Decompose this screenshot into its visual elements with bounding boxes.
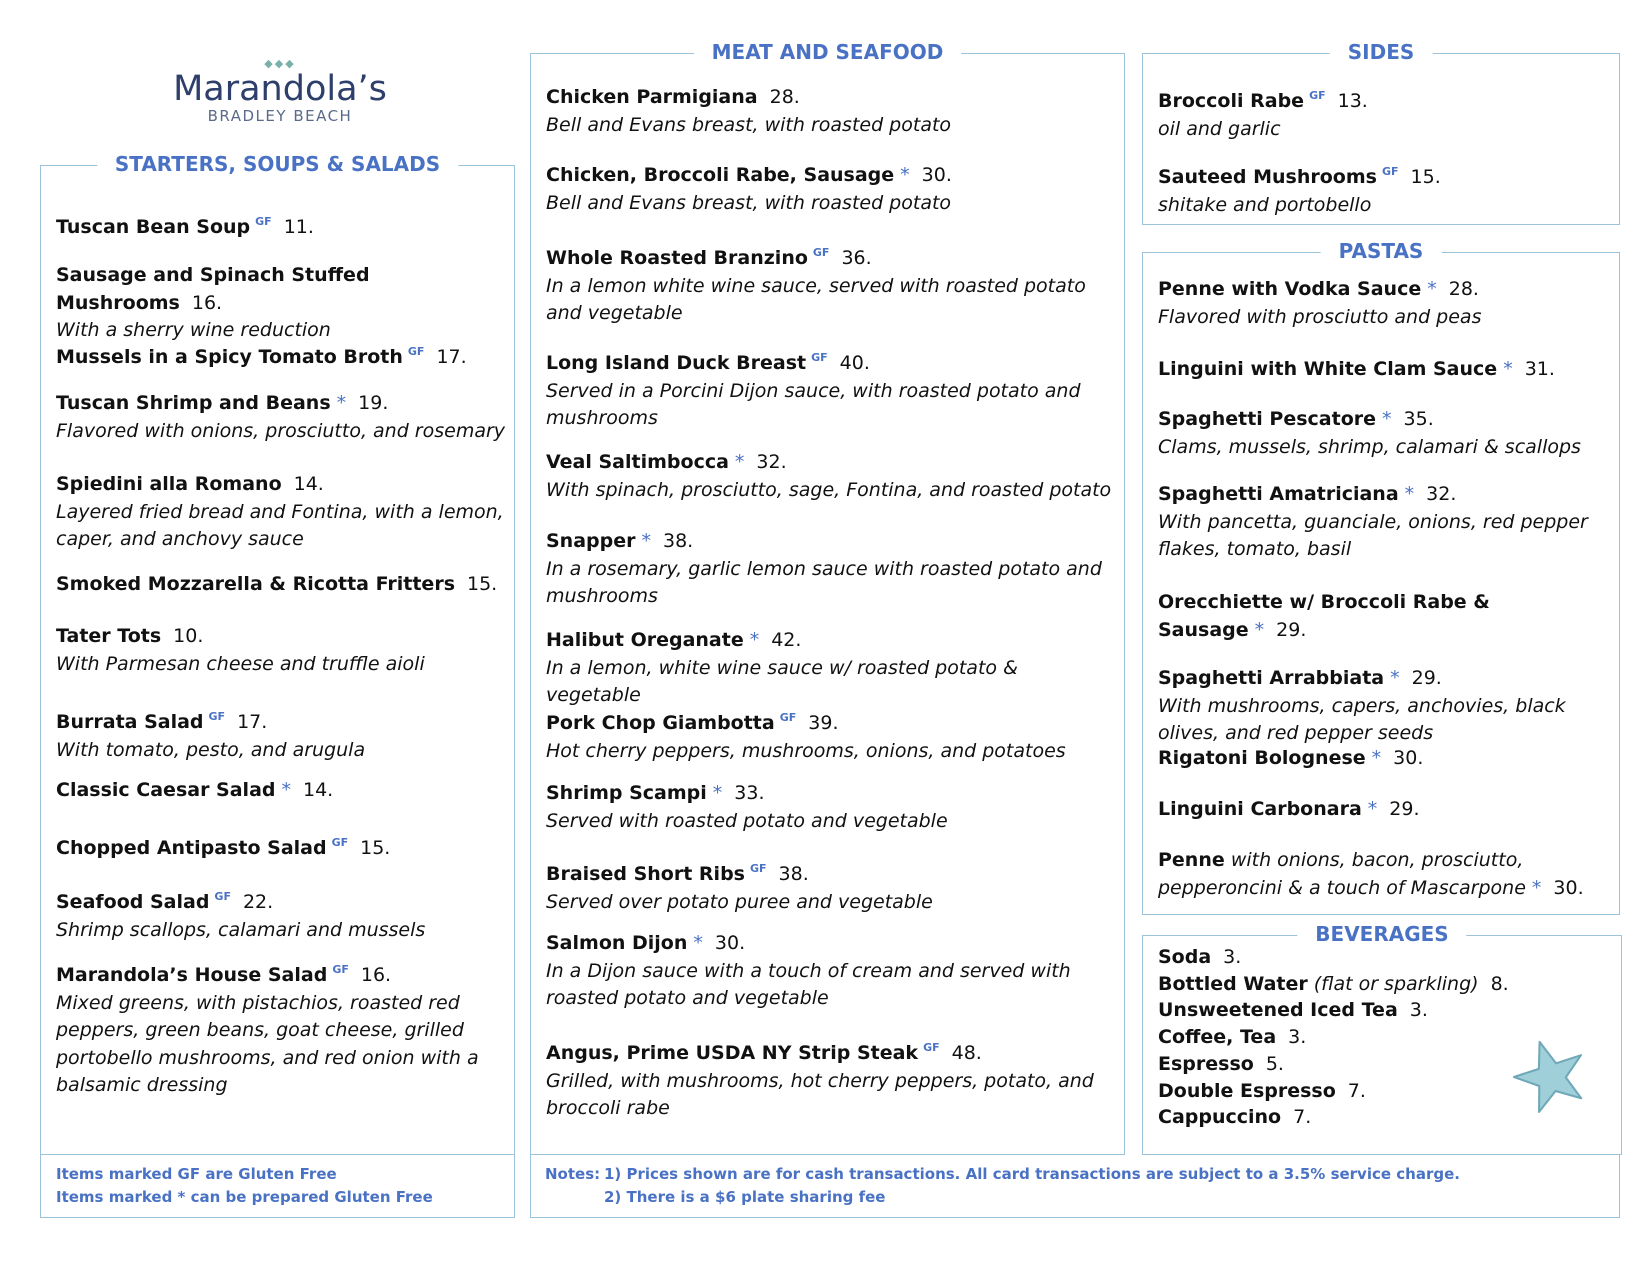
item-price: 32. [756,451,787,473]
item-name: Long Island Duck Breast [546,352,807,374]
item-name: Broccoli Rabe [1158,90,1305,112]
item-price: 28. [1448,278,1479,300]
menu-item [546,239,1118,328]
item-name: Sausage and Spinach Stuffed Mushrooms [56,264,370,314]
item-description: Bell and Evans breast, with roasted potato [546,113,952,136]
section-title: BEVERAGES [1297,920,1466,948]
item-description: Served over potato puree and vegetable [546,890,933,913]
beverage-name: Espresso [1158,1052,1254,1075]
beverage-name: Cappuccino [1158,1106,1282,1129]
section-title: PASTAS [1321,237,1442,265]
item-name: Veal Saltimbocca [546,451,729,473]
restaurant-logo [170,58,390,124]
item-name: Spaghetti Amatriciana [1158,483,1399,505]
item-price: 35. [1403,408,1434,430]
beverage-price: 3. [1288,1026,1307,1049]
item-name: Rigatoni Bolognese [1158,747,1366,769]
menu-item [546,449,1118,504]
gluten-free-option-star: * [1503,358,1513,380]
gluten-free-option-star: * [336,392,347,414]
menu-item [1158,665,1613,748]
menu-item [1158,356,1613,384]
gluten-free-option-star: * [1367,798,1378,820]
item-description: Grilled, with mushrooms, hot cherry peppers, potato, and broccoli rabe [546,1069,1094,1119]
menu-item [546,162,1118,217]
menu-item [546,627,1118,710]
item-name: Spaghetti Pescatore [1158,408,1377,430]
notes-footer [530,1155,1620,1218]
item-name: Linguini with White Clam Sauce [1158,358,1498,380]
item-description: With a sherry wine reduction [56,319,331,341]
note-card-charge: 1) Prices shown are for cash transactions. All card transactions are subject to a 3.5% service charge. [604,1165,1460,1183]
item-price: 16. [360,964,392,986]
gluten-free-badge: GF [214,890,231,903]
beverage-note: (flat or sparkling) [1313,972,1479,995]
gluten-free-option-star: * [1390,667,1400,689]
item-price: 30. [1393,747,1424,769]
menu-item [1158,481,1613,564]
item-name: Pork Chop Giambotta [546,712,775,734]
item-name: Marandola’s House Salad [56,964,328,986]
logo-name: Marandola’s [173,69,387,109]
menu-item [56,390,508,445]
item-price: 14. [303,779,334,801]
item-price: 32. [1426,483,1457,505]
gluten-free-option-star: * [712,782,723,804]
item-price: 14. [293,473,324,495]
item-price: 31. [1524,358,1555,380]
menu-item [56,883,508,944]
beverage-name: Unsweetened Iced Tea [1158,999,1398,1022]
item-name: Shrimp Scampi [546,782,707,804]
item-name: Chicken, Broccoli Rabe, Sausage [546,164,895,186]
menu-item [1158,158,1613,219]
item-name: Smoked Mozzarella & Ricotta Fritters [56,573,455,595]
item-price: 33. [734,782,765,804]
gluten-free-option-star: * [641,530,651,552]
item-name: Salmon Dijon [546,932,688,954]
item-price: 38. [663,530,694,552]
item-price: 30. [921,164,952,186]
item-price: 17. [436,346,467,368]
item-name: Linguini Carbonara [1158,798,1362,820]
item-description: with onions, bacon, prosciutto, pepperoncini & a touch of Mascarpone [1158,849,1526,899]
menu-item-penne [1158,847,1613,902]
gluten-free-badge: GF [332,963,349,976]
beverage-name: Soda [1158,946,1212,968]
item-name: Classic Caesar Salad [56,779,276,801]
starfish-icon [1508,1036,1594,1118]
gluten-free-option-star: * [1427,278,1437,300]
beverage-name: Double Espresso [1158,1079,1336,1102]
gluten-free-option-star: * [734,451,745,473]
item-description: With spinach, prosciutto, sage, Fontina, and roasted potato [546,478,1112,501]
menu-item [56,262,508,345]
menu-item [546,1034,1118,1123]
gluten-free-option-star: * [281,779,291,801]
item-name: Penne [1158,849,1225,871]
item-price: 17. [237,711,268,733]
item-description: Hot cherry peppers, mushrooms, onions, and potatoes [546,739,1066,762]
menu-item [1158,796,1613,824]
item-name: Tuscan Bean Soup [56,216,251,238]
item-name: Spiedini alla Romano [56,473,282,495]
menu-item [546,528,1118,611]
menu-item [1158,82,1613,143]
item-description: shitake and portobello [1158,193,1372,216]
item-name: Chicken Parmigiana [546,86,758,108]
menu-item [1158,276,1613,331]
menu-item [546,930,1118,1013]
item-price: 48. [951,1042,982,1064]
meat-seafood-section [530,40,1125,1155]
item-description: Served with roasted potato and vegetable [546,809,948,832]
beverage-name: Bottled Water [1158,972,1308,995]
menu-item [1158,745,1613,773]
gluten-free-option-star: * [1382,408,1392,430]
menu-item [56,777,508,805]
item-description: Mixed greens, with pistachios, roasted red peppers, green beans, goat cheese, grilled portobello mushrooms, and red onion with a balsamic dressing [56,991,479,1096]
menu-item [546,344,1118,433]
beverage-price: 5. [1265,1052,1284,1075]
item-price: 15. [467,573,498,595]
item-description: Layered fried bread and Fontina, with a lemon, caper, and anchovy sauce [56,500,504,550]
section-title: MEAT AND SEAFOOD [694,38,962,66]
item-description: In a lemon, white wine sauce w/ roasted potato & vegetable [546,656,1018,706]
menu-item [1158,406,1613,461]
item-description: oil and garlic [1158,117,1281,140]
menu-item [56,703,508,764]
beverages-section [1142,922,1622,1155]
item-name: Chopped Antipasto Salad [56,837,327,859]
item-name: Halibut Oreganate [546,629,744,651]
item-price: 16. [191,291,223,314]
item-description: Served in a Porcini Dijon sauce, with roasted potato and mushrooms [546,379,1081,429]
menu-item [546,855,1118,916]
starters-section [40,152,515,1155]
item-description: Flavored with onions, prosciutto, and rosemary [56,419,506,442]
star-legend-line: Items marked * can be prepared Gluten Free [56,1188,433,1206]
gluten-free-badge: GF [255,215,272,228]
item-name: Spaghetti Arrabbiata [1158,667,1385,689]
pastas-section [1142,239,1620,915]
gluten-free-legend [40,1155,515,1218]
gluten-free-option-star: * [749,629,760,651]
item-price: 29. [1389,798,1420,820]
item-name: Snapper [546,530,636,552]
item-price: 22. [242,891,274,913]
gluten-free-badge: GF [811,351,828,364]
gluten-free-option-star: * [1371,747,1382,769]
logo-diamonds: ◆◆◆ [264,57,296,70]
item-description: Bell and Evans breast, with roasted potato [546,191,952,214]
item-description: Shrimp scallops, calamari and mussels [56,918,426,941]
item-price: 38. [778,863,809,885]
section-title: STARTERS, SOUPS & SALADS [97,150,458,178]
gluten-free-option-star: * [900,164,910,186]
gluten-free-badge: GF [923,1041,940,1054]
item-description: With pancetta, guanciale, onions, red pepper flakes, tomato, basil [1158,510,1588,560]
item-price: 39. [808,712,839,734]
item-price: 15. [360,837,391,859]
item-name: Sauteed Mushrooms [1158,166,1377,188]
beverage-item [1158,971,1613,998]
notes-label: Notes: [545,1165,601,1183]
gluten-free-badge: GF [331,836,349,849]
menu-item [546,780,1118,835]
gf-legend-line: Items marked GF are Gluten Free [56,1165,337,1183]
gluten-free-badge: GF [779,711,797,724]
item-description: In a lemon white wine sauce, served with roasted potato and vegetable [546,274,1086,324]
menu-item [56,208,508,242]
item-name: Burrata Salad [56,711,204,733]
item-description: With tomato, pesto, and arugula [56,738,366,761]
item-price: 15. [1410,166,1441,188]
menu-item [56,338,508,372]
menu-item [546,704,1118,765]
menu-item [56,571,508,599]
beverage-name: Coffee, Tea [1158,1026,1277,1049]
item-price: 10. [173,625,204,647]
item-price: 30. [714,932,746,954]
item-price: 13. [1337,90,1368,112]
menu-item [56,829,508,863]
item-price: 29. [1411,667,1442,689]
logo-location: BRADLEY BEACH [207,107,353,125]
section-title: SIDES [1330,38,1433,66]
beverage-price: 3. [1409,999,1428,1022]
item-description: With mushrooms, capers, anchovies, black olives, and red pepper seeds [1158,694,1566,744]
item-price: 29. [1276,618,1307,641]
item-description: In a Dijon sauce with a touch of cream and served with roasted potato and vegetable [546,959,1071,1009]
item-description: Flavored with prosciutto and peas [1158,305,1482,328]
item-price: 19. [358,392,389,414]
item-name: Tuscan Shrimp and Beans [56,392,331,414]
menu-item [546,84,1118,139]
beverage-price: 3. [1223,946,1242,968]
gluten-free-option-star: * [1531,876,1542,899]
gluten-free-badge: GF [1381,165,1399,178]
item-description: Clams, mussels, shrimp, calamari & scallops [1158,435,1581,458]
sides-section [1142,40,1620,225]
item-name: Mussels in a Spicy Tomato Broth [56,346,403,368]
beverage-price: 7. [1347,1079,1366,1102]
gluten-free-option-star: * [1254,618,1265,641]
item-price: 11. [283,216,314,238]
item-name: Braised Short Ribs [546,863,745,885]
gluten-free-badge: GF [407,345,425,358]
menu-item [1158,589,1613,644]
menu-item [56,471,508,554]
gluten-free-badge: GF [1309,89,1326,102]
item-name: Whole Roasted Branzino [546,247,808,269]
menu-item [56,956,508,1100]
beverage-item [1158,944,1613,971]
gluten-free-option-star: * [693,932,703,954]
item-price: 36. [841,247,872,269]
item-price: 42. [771,629,802,651]
item-description: In a rosemary, garlic lemon sauce with roasted potato and mushrooms [546,557,1102,607]
gluten-free-badge: GF [812,246,830,259]
menu-item [56,623,508,678]
item-name: Seafood Salad [56,891,210,913]
item-name: Orecchiette w/ Broccoli Rabe & Sausage [1158,591,1490,641]
item-name: Penne with Vodka Sauce [1158,278,1422,300]
beverage-price: 7. [1293,1106,1312,1129]
item-name: Angus, Prime USDA NY Strip Steak [546,1042,919,1064]
gluten-free-badge: GF [749,862,767,875]
item-price: 30. [1553,876,1584,899]
gluten-free-option-star: * [1404,483,1415,505]
item-price: 40. [839,352,870,374]
gluten-free-badge: GF [208,710,226,723]
beverage-item [1158,997,1613,1024]
item-description: With Parmesan cheese and truffle aioli [56,652,425,675]
note-sharing-fee: 2) There is a $6 plate sharing fee [604,1188,886,1206]
item-price: 28. [769,86,800,108]
item-name: Tater Tots [56,625,162,647]
beverage-price: 8. [1490,972,1509,995]
